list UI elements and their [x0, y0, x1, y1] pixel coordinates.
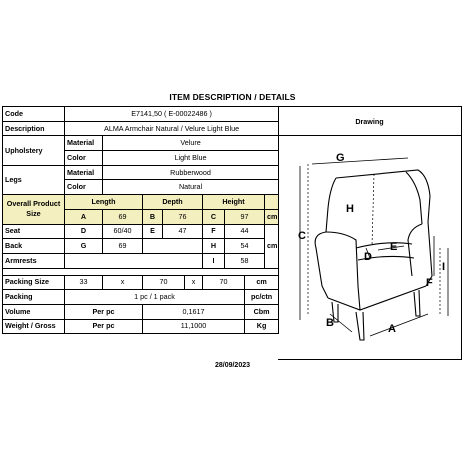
weight-value: 11,1000 [143, 319, 245, 334]
seat-back-unit: cm [265, 224, 279, 268]
legs-color-label: Color [65, 180, 103, 195]
dim-h-value: 54 [225, 239, 265, 254]
dim-b-value: 76 [163, 209, 203, 224]
weight-row [3, 319, 279, 334]
dim-g: G [65, 239, 103, 254]
packing-label: Packing [3, 290, 65, 305]
upholstery-label: Upholstery [3, 136, 65, 165]
dim-a-value: 69 [103, 209, 143, 224]
volume-unit: Cbm [245, 304, 279, 319]
upholstery-material-value: Velure [103, 136, 279, 151]
armchair-sketch [278, 136, 462, 360]
packing-dim-1: 33 [65, 275, 103, 290]
description-label: Description [3, 121, 65, 136]
overall-unit: cm [265, 209, 279, 224]
packing-size-row [3, 275, 279, 290]
letter-g: G [336, 152, 345, 164]
dim-e: E [143, 224, 163, 239]
spec-table [2, 106, 279, 334]
letter-b: B [326, 317, 334, 329]
letter-a: A [388, 323, 396, 335]
packing-row [3, 290, 279, 305]
volume-value: 0,1617 [143, 304, 245, 319]
legs-material-label: Material [65, 165, 103, 180]
upholstery-color-value: Light Blue [103, 151, 279, 166]
armrests-label: Armrests [3, 253, 65, 268]
spacer-row [3, 268, 279, 275]
code-row [3, 107, 279, 122]
dim-a: A [65, 209, 103, 224]
volume-label: Volume [3, 304, 65, 319]
back-row [3, 239, 279, 254]
packing-dim-2: 70 [143, 275, 185, 290]
legs-material-row [3, 165, 279, 180]
height-header: Height [203, 195, 265, 210]
back-empty [143, 239, 203, 254]
armrests-row [3, 253, 279, 268]
upholstery-color-label: Color [65, 151, 103, 166]
code-value: E7141,50 ( E-00022486 ) [65, 107, 279, 122]
letter-d: D [364, 251, 372, 263]
letter-e: E [390, 241, 398, 253]
packing-dim-3: 70 [203, 275, 245, 290]
description-value: ALMA Armchair Natural / Velure Light Blue [65, 121, 279, 136]
code-label: Code [3, 107, 65, 122]
dim-e-value: 47 [163, 224, 203, 239]
dim-d-value: 60/40 [103, 224, 143, 239]
packing-x-1: x [103, 275, 143, 290]
letter-c: C [298, 230, 306, 242]
dim-b: B [143, 209, 163, 224]
packing-value: 1 pc / 1 pack [65, 290, 245, 305]
packing-size-unit: cm [245, 275, 279, 290]
armchair-drawing [278, 136, 462, 360]
packing-size-label: Packing Size [3, 275, 65, 290]
seat-label: Seat [3, 224, 65, 239]
dimension-letters [298, 152, 445, 335]
letter-f: F [426, 277, 433, 289]
page-title: ITEM DESCRIPTION / DETAILS [169, 92, 296, 102]
armrests-empty [65, 253, 203, 268]
dim-c-value: 97 [225, 209, 265, 224]
length-header: Length [65, 195, 143, 210]
spacer [3, 268, 279, 275]
document-date: 28/09/2023 [214, 362, 251, 369]
dim-f-value: 44 [225, 224, 265, 239]
legs-material-value: Rubberwood [103, 165, 279, 180]
dim-c: C [203, 209, 225, 224]
legs-color-value: Natural [103, 180, 279, 195]
dim-i: I [203, 253, 225, 268]
drawing-header: Drawing [278, 106, 462, 136]
dim-d: D [65, 224, 103, 239]
volume-per: Per pc [65, 304, 143, 319]
weight-per: Per pc [65, 319, 143, 334]
upholstery-material-row [3, 136, 279, 151]
packing-x-2: x [185, 275, 203, 290]
weight-label: Weight / Gross [3, 319, 65, 334]
dim-g-value: 69 [103, 239, 143, 254]
weight-unit: Kg [245, 319, 279, 334]
depth-header: Depth [143, 195, 203, 210]
overall-header-row [3, 195, 279, 210]
seat-row [3, 224, 279, 239]
description-row [3, 121, 279, 136]
upholstery-material-label: Material [65, 136, 103, 151]
volume-row [3, 304, 279, 319]
legs-label: Legs [3, 165, 65, 194]
letter-i: I [442, 261, 446, 273]
back-label: Back [3, 239, 65, 254]
packing-unit: pc/ctn [245, 290, 279, 305]
overall-label: Overall Product Size [3, 195, 65, 224]
dim-i-value: 58 [225, 253, 265, 268]
letter-h: H [346, 203, 354, 215]
dim-h: H [203, 239, 225, 254]
overall-empty [265, 195, 279, 210]
dim-f: F [203, 224, 225, 239]
